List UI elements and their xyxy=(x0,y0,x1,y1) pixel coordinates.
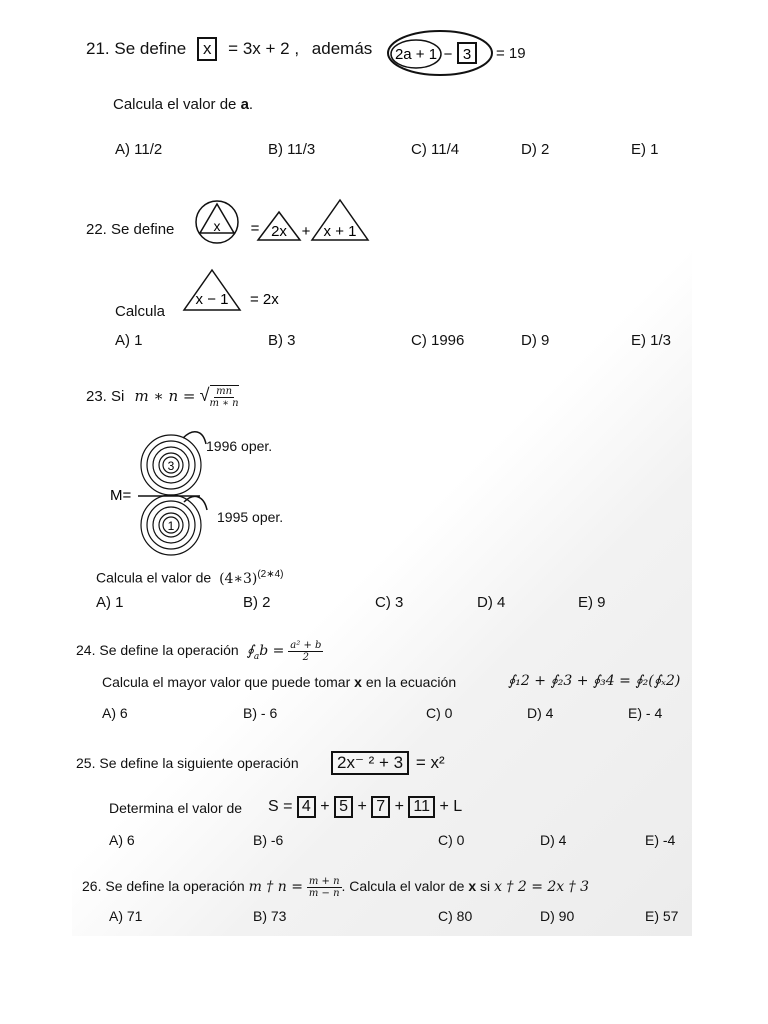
equals-sign: = xyxy=(250,220,260,237)
option-26-a: A) 71 xyxy=(109,908,143,924)
problem-24-heading xyxy=(76,640,323,663)
option-25-e: E) -4 xyxy=(645,832,676,848)
problem-24-definition: $∮_ab$ = xyxy=(246,643,285,662)
option-21-e: E) 1 xyxy=(631,141,659,158)
fraction-numerator: mn xyxy=(216,386,233,398)
fraction-denominator: 2 xyxy=(302,652,310,663)
question-suffix: . xyxy=(248,96,254,113)
option-21-b: B) 11/3 xyxy=(268,141,316,158)
problem-21-question xyxy=(113,96,253,113)
problem-21-heading xyxy=(86,37,372,61)
option-22-b: B) 3 xyxy=(268,332,296,349)
triangle-3-content: x − 1 xyxy=(195,291,229,308)
question-exponent: (2∗4) xyxy=(257,569,284,580)
plus-3: + xyxy=(394,798,404,815)
problem-21-definition: = 3x + 2 , xyxy=(228,39,300,58)
plus-sign: + xyxy=(301,223,311,240)
option-21-c: C) 11/4 xyxy=(411,141,460,158)
problem-24-fraction xyxy=(288,640,323,663)
problem-21-box-operator xyxy=(197,37,218,61)
option-24-c: C) 0 xyxy=(426,705,453,721)
question-variable: x xyxy=(354,674,362,690)
sqrt-sign: √ xyxy=(199,385,210,405)
plus-1: + xyxy=(320,798,330,815)
bottom-operations-note: 1995 oper. xyxy=(217,509,284,525)
fraction-numerator: a² + b xyxy=(290,640,322,651)
option-23-a: A) 1 xyxy=(96,594,124,611)
sum-box-2: 5 xyxy=(334,796,353,818)
option-23-c: C) 3 xyxy=(375,594,404,611)
option-25-b: B) -6 xyxy=(253,832,284,848)
option-25-d: D) 4 xyxy=(540,832,567,848)
question-prefix: Calcula el valor de xyxy=(113,96,237,113)
fraction-numerator: m + n xyxy=(308,876,340,887)
problem-26-lhs: m † n = xyxy=(248,879,303,896)
problem-21-ademas: además xyxy=(311,39,373,58)
option-22-e: E) 1/3 xyxy=(631,332,672,349)
problem-25-box: 2x⁻ ² + 3 xyxy=(331,751,409,775)
problem-21-oval-expression xyxy=(386,28,496,78)
problem-26-fraction xyxy=(307,876,342,899)
triangle-1-content: 2x xyxy=(271,223,287,240)
problem-26-question: . Calcula el valor de xyxy=(341,878,465,895)
problem-23-heading xyxy=(86,385,239,409)
problem-25-question: Determina el valor de xyxy=(109,800,243,816)
problem-24-equation: ∮₁2 + ∮₂3 + ∮₃4 = ∮₂(∮ₓ2) xyxy=(508,673,681,689)
fraction-denominator: m ∗ n xyxy=(209,398,239,410)
bottom-circle-value: 1 xyxy=(167,519,175,533)
problem-25-heading: 25. Se define la siguiente operación xyxy=(76,755,299,771)
option-26-c: C) 80 xyxy=(438,908,473,924)
circle-content: x xyxy=(213,218,221,234)
question-variable: a xyxy=(240,96,249,113)
option-25-a: A) 6 xyxy=(109,832,135,848)
option-22-d: D) 9 xyxy=(521,332,550,349)
problem-23-number: 23. Si xyxy=(86,388,125,405)
option-24-a: A) 6 xyxy=(102,705,128,721)
question-suffix: en la ecuación xyxy=(365,674,457,690)
problem-23-question xyxy=(96,569,284,587)
sum-tail: + L xyxy=(439,798,463,815)
triangle-3-rhs: = 2x xyxy=(250,291,279,308)
problem-21-oval-rhs: = 19 xyxy=(496,45,526,62)
problem-26-heading xyxy=(82,876,589,899)
problem-22-definition xyxy=(194,198,374,246)
problem-26-text: 26. Se define la operación xyxy=(82,878,245,895)
problem-24-text: 24. Se define la operación xyxy=(76,642,239,659)
question-text: Calcula el valor de xyxy=(96,569,212,586)
sum-box-3: 7 xyxy=(371,796,390,818)
m-label: M= xyxy=(110,487,132,504)
oval-minus: − xyxy=(443,46,453,63)
problem-25-sum xyxy=(268,796,462,818)
option-25-c: C) 0 xyxy=(438,832,465,848)
option-23-e: E) 9 xyxy=(578,594,606,611)
option-21-d: D) 2 xyxy=(521,141,550,158)
option-24-d: D) 4 xyxy=(527,705,554,721)
s-label: S = xyxy=(268,798,293,815)
definition-lhs: b = xyxy=(259,643,285,660)
question-prefix: Calcula el mayor valor que puede tomar xyxy=(102,674,351,690)
option-24-b: B) - 6 xyxy=(243,705,278,721)
option-23-b: B) 2 xyxy=(243,594,271,611)
top-operations-note: 1996 oper. xyxy=(206,438,273,454)
box-x-label: x xyxy=(202,39,212,58)
definition-subscript: a xyxy=(253,652,260,662)
problem-21-number: 21. Se define xyxy=(86,39,187,58)
option-26-b: B) 73 xyxy=(253,908,287,924)
oval-content: 2a + 1 xyxy=(394,46,438,63)
problem-22-question: Calcula xyxy=(115,303,166,320)
option-22-a: A) 1 xyxy=(115,332,143,349)
problem-25-definition xyxy=(331,751,445,775)
problem-22-question-triangle xyxy=(182,266,292,314)
sum-box-1: 4 xyxy=(297,796,316,818)
option-24-e: E) - 4 xyxy=(628,705,663,721)
problem-22-number: 22. Se define xyxy=(86,221,175,238)
problem-26-equation: x † 2 = 2x † 3 xyxy=(494,879,590,896)
option-26-d: D) 90 xyxy=(540,908,575,924)
sum-box-4: 11 xyxy=(408,796,435,818)
problem-23-lhs: m ∗ n = xyxy=(134,387,196,405)
top-circle-value: 3 xyxy=(167,459,175,473)
triangle-2-content: x + 1 xyxy=(323,223,357,240)
option-26-e: E) 57 xyxy=(645,908,679,924)
oval-box-value: 3 xyxy=(462,46,472,63)
problem-25-rhs: = x² xyxy=(415,753,445,772)
option-23-d: D) 4 xyxy=(477,594,506,611)
option-22-c: C) 1996 xyxy=(411,332,465,349)
problem-26-variable: x xyxy=(468,878,477,895)
problem-26-si: si xyxy=(480,878,491,895)
problem-23-fraction xyxy=(210,385,239,409)
top-arc xyxy=(183,432,206,444)
plus-2: + xyxy=(357,798,367,815)
fraction-denominator: m − n xyxy=(308,888,340,899)
question-expression: (4∗3) xyxy=(219,570,258,587)
option-21-a: A) 11/2 xyxy=(115,141,163,158)
problem-24-question xyxy=(102,674,456,690)
